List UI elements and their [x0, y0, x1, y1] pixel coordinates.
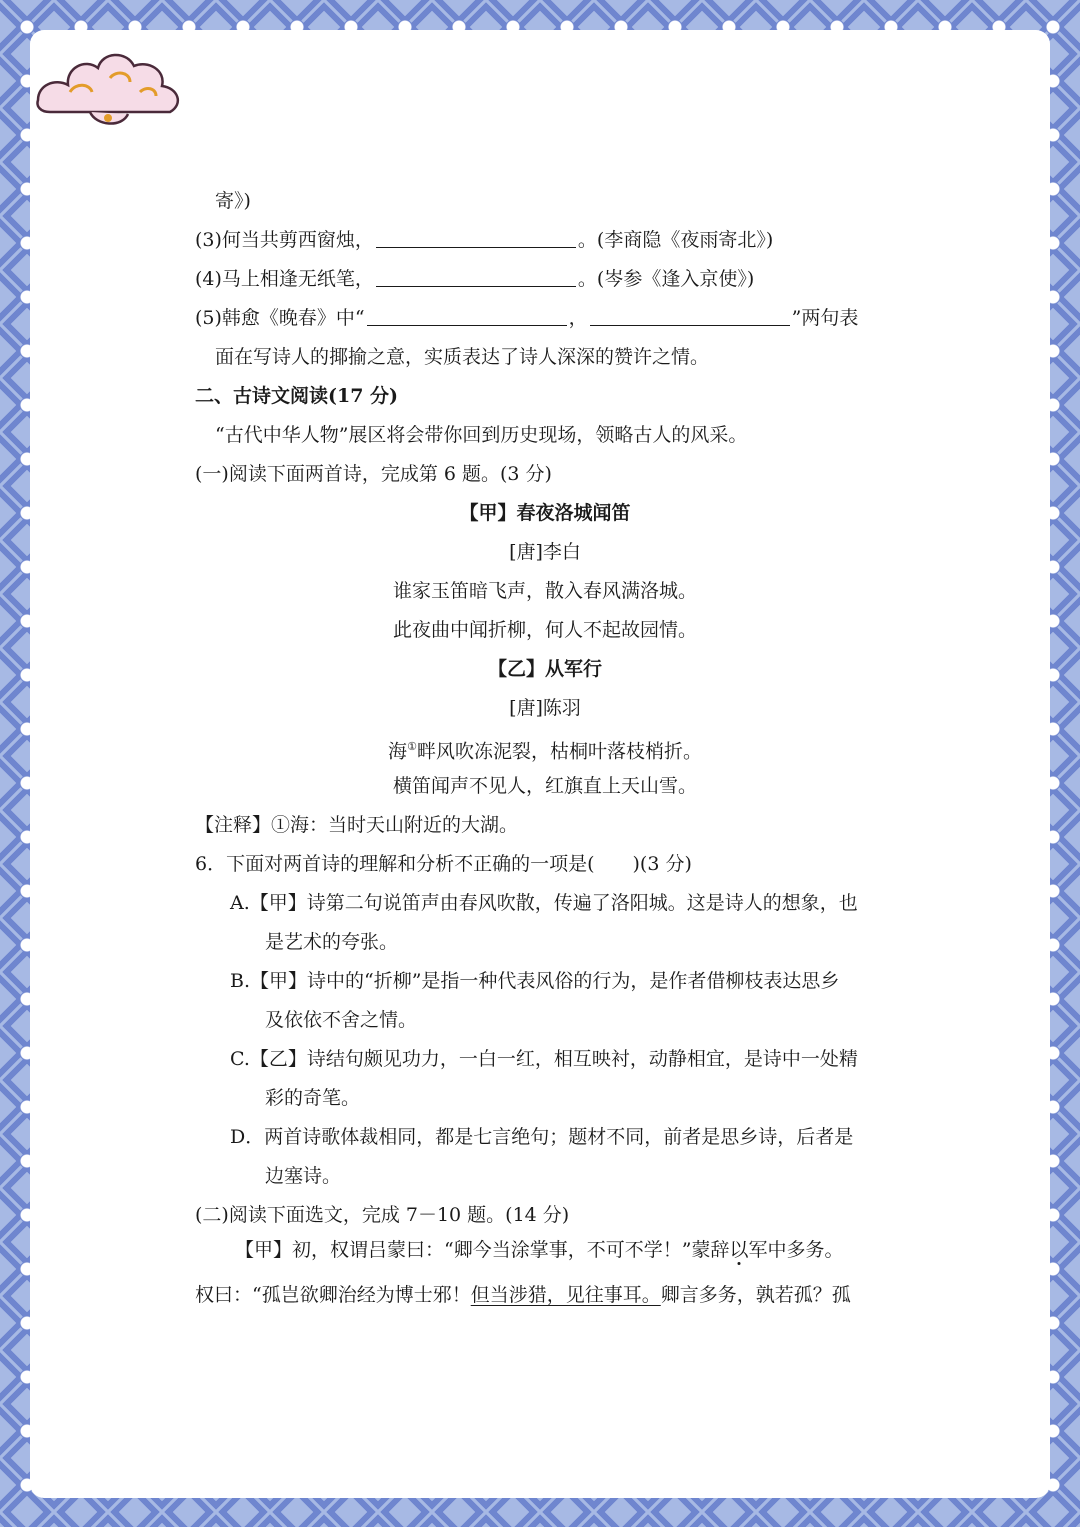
question-5: (5)韩愈《晚春》中“ ， ”两句表	[195, 307, 859, 329]
poem-1-author: [唐]李白	[509, 541, 581, 563]
poem-2-author: [唐]陈羽	[509, 697, 581, 719]
poem-1-title: 【甲】春夜洛城闻笛	[459, 502, 631, 524]
annotation-note: 【注释】①海：当时天山附近的大湖。	[195, 814, 519, 836]
question-6: 6．下面对两首诗的理解和分析不正确的一项是( )(3 分)	[195, 853, 692, 875]
answer-blank[interactable]	[376, 227, 576, 248]
answer-blank[interactable]	[367, 305, 567, 326]
poem-2-line-2: 横笛闻声不见人，红旗直上天山雪。	[392, 775, 697, 797]
option-c[interactable]: C.【乙】诗结句颇见功力，一白一红，相互映衬，动静相宜，是诗中一处精	[230, 1048, 858, 1070]
page-sheet	[30, 30, 1050, 1498]
section-heading: 二、古诗文阅读(17 分)	[195, 385, 399, 407]
section-intro: “古代中华人物”展区将会带你回到历史现场，领略古人的风采。	[215, 424, 748, 446]
question-3: (3)何当共剪西窗烛， 。(李商隐《夜雨寄北》)	[195, 229, 774, 251]
question-5-cont: 面在写诗人的揶揄之意，实质表达了诗人深深的赞许之情。	[215, 346, 710, 368]
answer-blank[interactable]	[590, 305, 790, 326]
option-b-cont: 及依依不舍之情。	[265, 1009, 418, 1031]
option-d-cont: 边塞诗。	[265, 1165, 342, 1187]
passage-line-1: 【甲】初，权谓吕蒙曰：“卿今当涂掌事，不可不学！”蒙辞以军中多务。	[235, 1239, 844, 1261]
poem-2-title: 【乙】从军行	[487, 658, 602, 680]
option-d[interactable]: D．两首诗歌体裁相同，都是七言绝句；题材不同，前者是思乡诗，后者是	[230, 1126, 854, 1148]
poem-1-line-2: 此夜曲中闻折柳，何人不起故园情。	[392, 619, 697, 641]
part-2-heading: (二)阅读下面选文，完成 7－10 题。(14 分)	[195, 1204, 570, 1226]
option-a[interactable]: A.【甲】诗第二句说笛声由春风吹散，传遍了洛阳城。这是诗人的想象，也	[230, 892, 858, 914]
part-1-heading: (一)阅读下面两首诗，完成第 6 题。(3 分)	[195, 463, 552, 485]
passage-line-2: 权曰：“孤岂欲卿治经为博士邪！但当涉猎，见往事耳。卿言多务，孰若孤？孤	[195, 1284, 851, 1306]
line-1: 寄》)	[215, 190, 251, 212]
question-4: (4)马上相逢无纸笔， 。(岑参《逢入京使》)	[195, 268, 755, 290]
cloud-ornament-icon	[30, 30, 190, 140]
option-b[interactable]: B.【甲】诗中的“折柳”是指一种代表风俗的行为，是作者借柳枝表达思乡	[230, 970, 840, 992]
answer-blank[interactable]	[376, 266, 576, 287]
poem-1-line-1: 谁家玉笛暗飞声，散入春风满洛城。	[392, 580, 697, 602]
option-c-cont: 彩的奇笔。	[265, 1087, 361, 1109]
option-a-cont: 是艺术的夸张。	[265, 931, 399, 953]
poem-2-line-1: 海①畔风吹冻泥裂，枯桐叶落枝梢折。	[388, 740, 702, 763]
